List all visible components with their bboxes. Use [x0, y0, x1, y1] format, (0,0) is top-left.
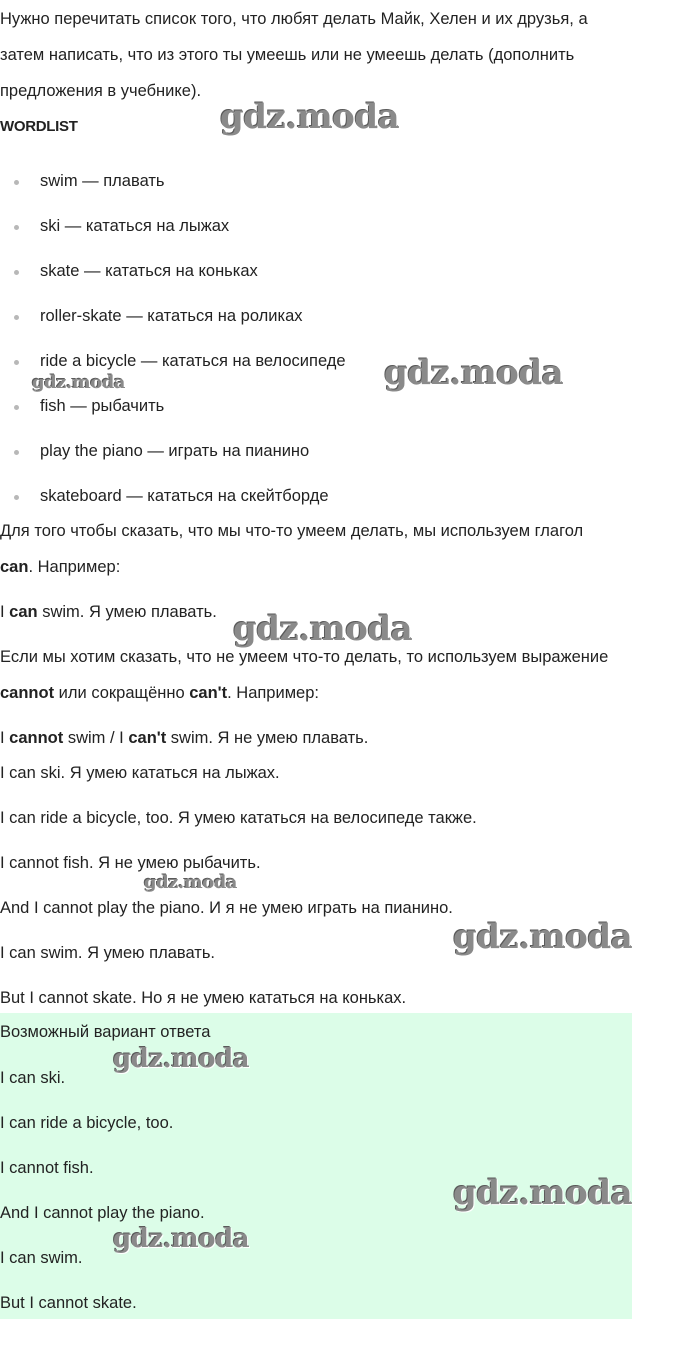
intro-line: предложения в учебнике).	[0, 82, 202, 100]
bullet-icon	[14, 225, 19, 230]
bullet-icon	[14, 270, 19, 275]
wordlist-item: skate — кататься на коньках	[40, 262, 258, 280]
bullet-icon	[14, 450, 19, 455]
wordlist-item: swim — плавать	[40, 172, 165, 190]
intro-line: затем написать, что из этого ты умеешь или не умеешь делать (дополнить	[0, 46, 575, 64]
wordlist-heading: WORDLIST	[0, 118, 78, 135]
keyword-cant: can't	[189, 684, 228, 702]
keyword-cant: can't	[128, 729, 167, 747]
answer-line: I can ski.	[0, 1069, 66, 1087]
sentence: I cannot fish. Я не умею рыбачить.	[0, 854, 261, 872]
watermark: gdz.moda	[32, 372, 125, 393]
watermark: gdz.moda	[220, 97, 400, 137]
intro-line: Нужно перечитать список того, что любят делать Майк, Хелен и их друзья, а	[0, 10, 588, 28]
answer-line: And I cannot play the piano.	[0, 1204, 205, 1222]
can-example: I can swim. Я умею плавать.	[0, 603, 217, 621]
watermark: gdz.moda	[233, 609, 413, 649]
wordlist-item: ski — кататься на лыжах	[40, 217, 230, 235]
cannot-example: I cannot swim / I can't swim. Я не умею плавать.	[0, 729, 369, 747]
watermark: gdz.moda	[144, 872, 237, 893]
wordlist-item: skateboard — кататься на скейтборде	[40, 487, 329, 505]
sentence: But I cannot skate. Но я не умею кататься на коньках.	[0, 989, 407, 1007]
wordlist-item: ride a bicycle — кататься на велосипеде	[40, 352, 346, 370]
sentence: I can ski. Я умею кататься на лыжах.	[0, 764, 280, 782]
watermark: gdz.moda	[453, 1173, 633, 1213]
bullet-icon	[14, 405, 19, 410]
answer-line: I can swim.	[0, 1249, 83, 1267]
watermark: gdz.moda	[453, 917, 633, 957]
watermark: gdz.moda	[113, 1224, 250, 1254]
answer-box	[0, 1013, 632, 1319]
wordlist-item: fish — рыбачить	[40, 397, 165, 415]
keyword-can: can	[0, 558, 29, 576]
keyword-cannot: cannot	[9, 729, 64, 747]
answer-line: But I cannot skate.	[0, 1294, 137, 1312]
sentence: And I cannot play the piano. И я не умею играть на пианино.	[0, 899, 453, 917]
can-rule-text: can. Например:	[0, 558, 121, 576]
cannot-rule-text: cannot или сокращённо can't. Например:	[0, 684, 319, 702]
watermark: gdz.moda	[384, 353, 564, 393]
wordlist-item: play the piano — играть на пианино	[40, 442, 310, 460]
watermark: gdz.moda	[113, 1044, 250, 1074]
bullet-icon	[14, 180, 19, 185]
cannot-rule-text: Если мы хотим сказать, что не умеем что-то делать, то используем выражение	[0, 648, 609, 666]
can-rule-text: Для того чтобы сказать, что мы что-то умеем делать, мы используем глагол	[0, 522, 584, 540]
bullet-icon	[14, 315, 19, 320]
keyword-can: can	[9, 603, 38, 621]
bullet-icon	[14, 495, 19, 500]
answer-title: Возможный вариант ответа	[0, 1023, 211, 1041]
sentence: I can swim. Я умею плавать.	[0, 944, 216, 962]
sentence: I can ride a bicycle, too. Я умею кататься на велосипеде также.	[0, 809, 477, 827]
bullet-icon	[14, 360, 19, 365]
keyword-cannot: cannot	[0, 684, 55, 702]
answer-line: I cannot fish.	[0, 1159, 94, 1177]
wordlist-item: roller-skate — кататься на роликах	[40, 307, 303, 325]
answer-line: I can ride a bicycle, too.	[0, 1114, 174, 1132]
